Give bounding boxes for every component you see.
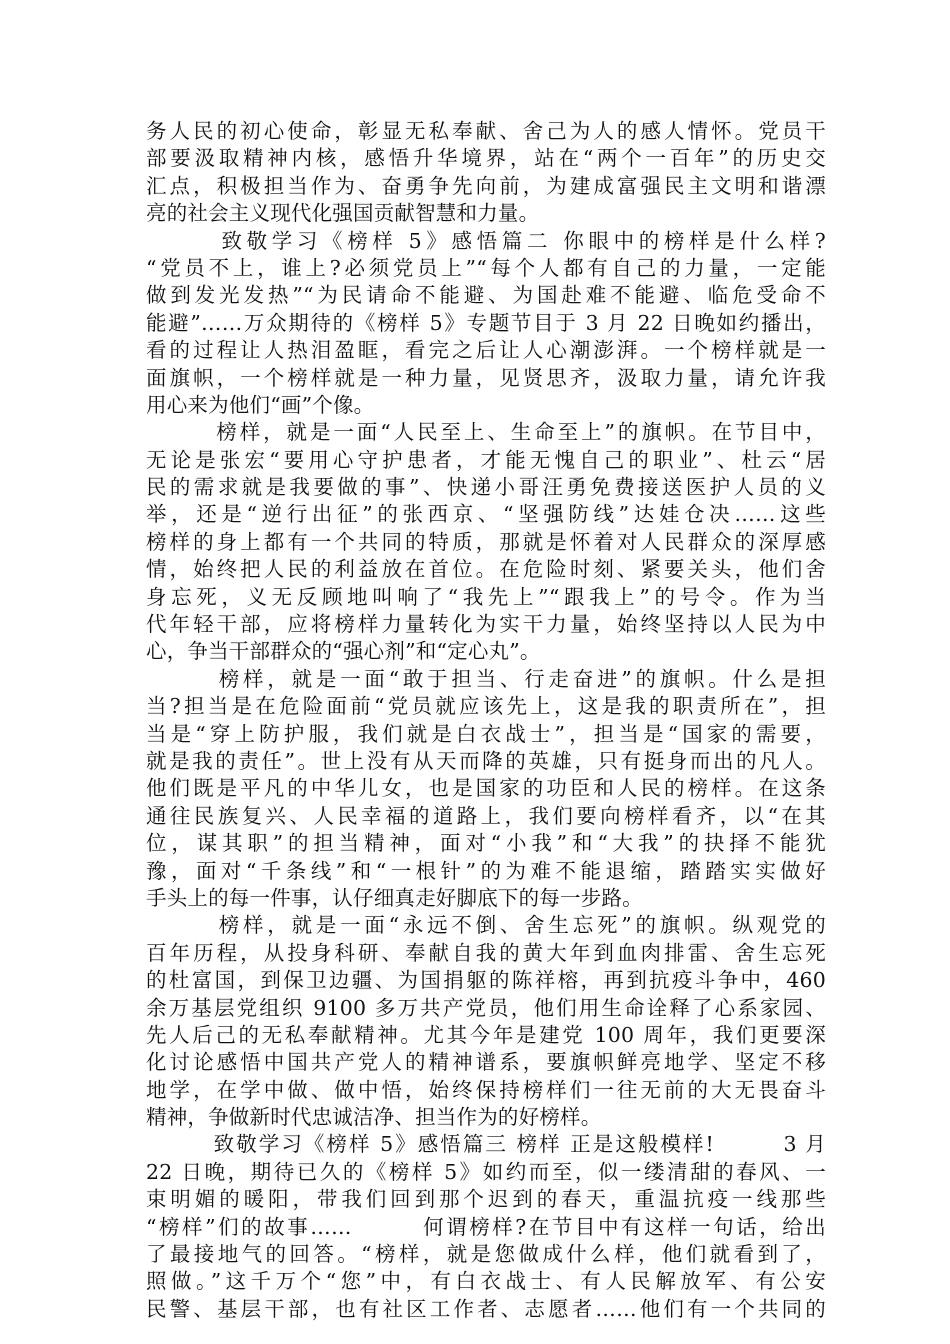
text-line: 地学，在学中做、做中悟，始终保持榜样们一往无前的大无畏奋斗 bbox=[146, 1077, 826, 1102]
text-line: 无论是张宏“要用心守护患者，才能无愧自己的职业”、杜云“居 bbox=[146, 447, 826, 472]
text-line: 束明媚的暖阳，带我们回到那个迟到的春天，重温抗疫一线那些 bbox=[146, 1187, 826, 1212]
text-line: 的杜富国，到保卫边疆、为国捐躯的陈祥榕，再到抗疫斗争中，460 bbox=[146, 968, 826, 993]
text-line: 代年轻干部，应将榜样力量转化为实干力量，始终坚持以人民为中 bbox=[146, 612, 826, 637]
text-line: 做到发光发热”“为民请命不能避、为国赴难不能避、临危受命不 bbox=[146, 283, 826, 308]
text-line: 汇点，积极担当作为、奋勇争先向前，为建成富强民主文明和谐漂 bbox=[146, 173, 826, 198]
text-line: 榜样，就是一面“敢于担当、行走奋进”的旗帜。什么是担 bbox=[146, 666, 826, 691]
document-body bbox=[146, 118, 826, 1323]
text-line: 当?担当是在危险面前“党员就应该先上，这是我的职责所在”，担 bbox=[146, 694, 826, 719]
text-line: 手头上的每一件事，认仔细真走好脚底下的每一步路。 bbox=[146, 885, 643, 910]
text-line: 看的过程让人热泪盈眶，看完之后让人心潮澎湃。一个榜样就是一 bbox=[146, 338, 826, 363]
text-line: 榜样，就是一面“人民至上、生命至上”的旗帜。在节目中， bbox=[146, 420, 826, 445]
text-line: 先人后己的无私奉献精神。尤其今年是建党 100 周年，我们更要深 bbox=[146, 1022, 826, 1047]
text-line: 务人民的初心使命，彰显无私奉献、舍己为人的感人情怀。党员干 bbox=[146, 119, 826, 143]
text-line: 照做。”这千万个“您”中，有白衣战士、有人民解放军、有公安 bbox=[146, 1269, 826, 1294]
text-line: 心，争当干部群众的“强心剂”和“定心丸”。 bbox=[146, 639, 541, 664]
text-line: 能避”……万众期待的《榜样 5》专题节目于 3 月 22 日晚如约播出， bbox=[146, 310, 826, 335]
text-line: 民警、基层干部，也有社区工作者、志愿者……他们有一个共同的 bbox=[146, 1296, 826, 1321]
text-line: 百年历程，从投身科研、奉献自我的黄大年到血肉排雷、舍生忘死 bbox=[146, 940, 826, 965]
text-line: “榜样”们的故事…… 何谓榜样?在节目中有这样一句话，给出 bbox=[146, 1214, 826, 1239]
text-line: 化讨论感悟中国共产党人的精神谱系，要旗帜鲜亮地学、坚定不移 bbox=[146, 1050, 826, 1075]
text-line: 亮的社会主义现代化强国贡献智慧和力量。 bbox=[146, 201, 540, 226]
text-line: 身忘死，义无反顾地叫响了“我先上”“跟我上”的号令。作为当 bbox=[146, 584, 826, 609]
text-line: 用心来为他们“画”个像。 bbox=[146, 392, 375, 417]
text-line: 精神，争做新时代忠诚洁净、担当作为的好榜样。 bbox=[146, 1105, 602, 1130]
text-line: 通往民族复兴、人民幸福的道路上，我们要向榜样看齐，以“在其 bbox=[146, 803, 826, 828]
text-line: 举，还是“逆行出征”的张西京、“坚强防线”达娃仓决……这些 bbox=[146, 502, 826, 527]
text-line: 22 日晚，期待已久的《榜样 5》如约而至，似一缕清甜的春风、一 bbox=[146, 1159, 826, 1184]
text-line: “党员不上，谁上?必须党员上”“每个人都有自己的力量，一定能 bbox=[146, 255, 826, 280]
text-line: 豫，面对“千条线”和“一根针”的为难不能退缩，踏踏实实做好 bbox=[146, 858, 826, 883]
text-line: 民的需求就是我要做的事”、快递小哥汪勇免费接送医护人员的义 bbox=[146, 475, 826, 500]
text-line: 他们既是平凡的中华儿女，也是国家的功臣和人民的榜样。在这条 bbox=[146, 776, 826, 801]
text-line: 致敬学习《榜样 5》感悟篇二 你眼中的榜样是什么样? bbox=[146, 228, 826, 253]
text-line: 了最接地气的回答。“榜样，就是您做成什么样，他们就看到了， bbox=[146, 1242, 826, 1267]
text-line: 致敬学习《榜样 5》感悟篇三 榜样 正是这般模样! 3 月 bbox=[146, 1132, 826, 1157]
text-line: 面旗帜，一个榜样就是一种力量，见贤思齐，汲取力量，请允许我 bbox=[146, 365, 826, 390]
text-line: 情，始终把人民的利益放在首位。在危险时刻、紧要关头，他们舍 bbox=[146, 557, 826, 582]
text-line: 位，谋其职”的担当精神，面对“小我”和“大我”的抉择不能犹 bbox=[146, 831, 826, 856]
text-line: 部要汲取精神内核，感悟升华境界，站在“两个一百年”的历史交 bbox=[146, 146, 826, 171]
text-line: 当是“穿上防护服，我们就是白衣战士”，担当是“国家的需要， bbox=[146, 721, 826, 746]
text-line: 余万基层党组织 9100 多万共产党员，他们用生命诠释了心系家园、 bbox=[146, 995, 826, 1020]
text-line: 榜样的身上都有一个共同的特质，那就是怀着对人民群众的深厚感 bbox=[146, 529, 826, 554]
text-line: 榜样，就是一面“永远不倒、舍生忘死”的旗帜。纵观党的 bbox=[146, 913, 826, 938]
text-line: 就是我的责任”。世上没有从天而降的英雄，只有挺身而出的凡人。 bbox=[146, 748, 826, 773]
